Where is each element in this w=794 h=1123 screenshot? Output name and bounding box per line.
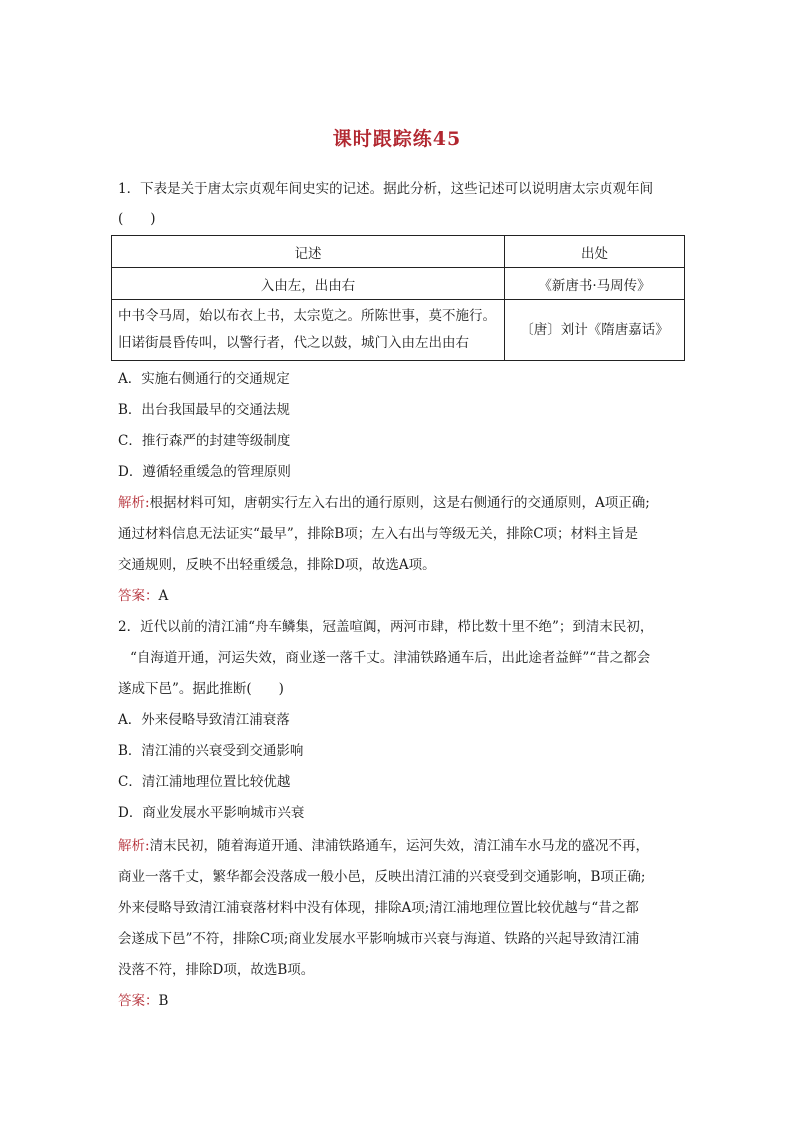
q1-stem-line1: 1．下表是关于唐太宗贞观年间史实的记述。据此分析，这些记述可以说明唐太宗贞观年间 <box>118 181 654 197</box>
q2-stem-line2: “自海道开通，河运失效，商业遂一落千丈。津浦铁路通车后，出此途者益鲜”“昔之都会 <box>130 650 651 666</box>
q2-option-a: A．外来侵略导致清江浦衰落 <box>118 712 290 728</box>
q1-analysis-line3: 交通规则，反映不出轻重缓急，排除D项，故选A项。 <box>118 557 436 573</box>
q2-analysis-text1: 清末民初，随着海道开通、津浦铁路通车，运河失效，清江浦车水马龙的盛况不再， <box>149 838 650 854</box>
q2-answer-value: B <box>158 993 169 1009</box>
q1-source-table <box>111 235 685 361</box>
q2-option-c: C．清江浦地理位置比较优越 <box>118 774 291 790</box>
q2-answer <box>118 991 168 1011</box>
table-header-record: 记述 <box>112 236 505 268</box>
q2-stem-line3: 遂成下邑”。据此推断( ) <box>118 681 284 697</box>
q1-stem-line2: ( ) <box>118 211 156 227</box>
q2-option-b: B．清江浦的兴衰受到交通影响 <box>118 743 304 759</box>
table-cell-source-2: 〔唐〕刘计《隋唐嘉话》 <box>505 300 685 361</box>
q2-answer-label: 答案： <box>118 993 159 1009</box>
q1-analysis-text1: 根据材料可知，唐朝实行左入右出的通行原则，这是右侧通行的交通原则，A项正确; <box>149 495 650 511</box>
table-cell-source-1: 《新唐书·马周传》 <box>505 268 685 300</box>
q1-answer <box>118 586 168 606</box>
q2-analysis-label: 解析: <box>118 838 150 854</box>
q1-analysis-line2: 通过材料信息无法证实“最早”，排除B项；左入右出与等级无关，排除C项；材料主旨是 <box>118 526 639 542</box>
q1-option-a: A．实施右侧通行的交通规定 <box>118 371 290 387</box>
q1-answer-label: 答案： <box>118 588 159 604</box>
q2-stem-line1: 2．近代以前的清江浦“舟车鳞集，冠盖喧阗，两河市肆，栉比数十里不绝”；到清末民初， <box>118 619 654 635</box>
table-cell-record-1: 入由左，出由右 <box>112 268 505 300</box>
q2-option-d: D．商业发展水平影响城市兴衰 <box>118 805 305 821</box>
q2-analysis-line5: 没落不符，排除D项，故选B项。 <box>118 962 315 978</box>
record-2-line2: 旧诺街晨昏传叫，以警行者，代之以鼓，城门入由左出由右 <box>118 335 469 351</box>
table-cell-record-2 <box>112 300 505 361</box>
q1-analysis-label: 解析: <box>118 495 150 511</box>
q1-option-d: D．遵循轻重缓急的管理原则 <box>118 464 291 480</box>
q1-option-b: B．出台我国最早的交通法规 <box>118 402 290 418</box>
q2-analysis-line4: 会遂成下邑”不符，排除C项;商业发展水平影响城市兴衰与海道、铁路的兴起导致清江浦 <box>118 931 640 947</box>
q2-analysis-line3: 外来侵略导致清江浦衰落材料中没有体现，排除A项;清江浦地理位置比较优越与“昔之都 <box>118 900 639 916</box>
q1-analysis-line1 <box>118 493 650 513</box>
page-title: 课时跟踪练45 <box>332 128 462 150</box>
table-header-source: 出处 <box>505 236 685 268</box>
q2-analysis-line1 <box>118 836 649 856</box>
q1-answer-value: A <box>158 588 169 604</box>
record-2-line1: 中书令马周，始以布衣上书，太宗览之。所陈世事，莫不施行。 <box>118 308 496 324</box>
q1-option-c: C．推行森严的封建等级制度 <box>118 433 291 449</box>
q2-analysis-line2: 商业一落千丈，繁华都会没落成一般小邑，反映出清江浦的兴衰受到交通影响，B项正确; <box>118 869 646 885</box>
